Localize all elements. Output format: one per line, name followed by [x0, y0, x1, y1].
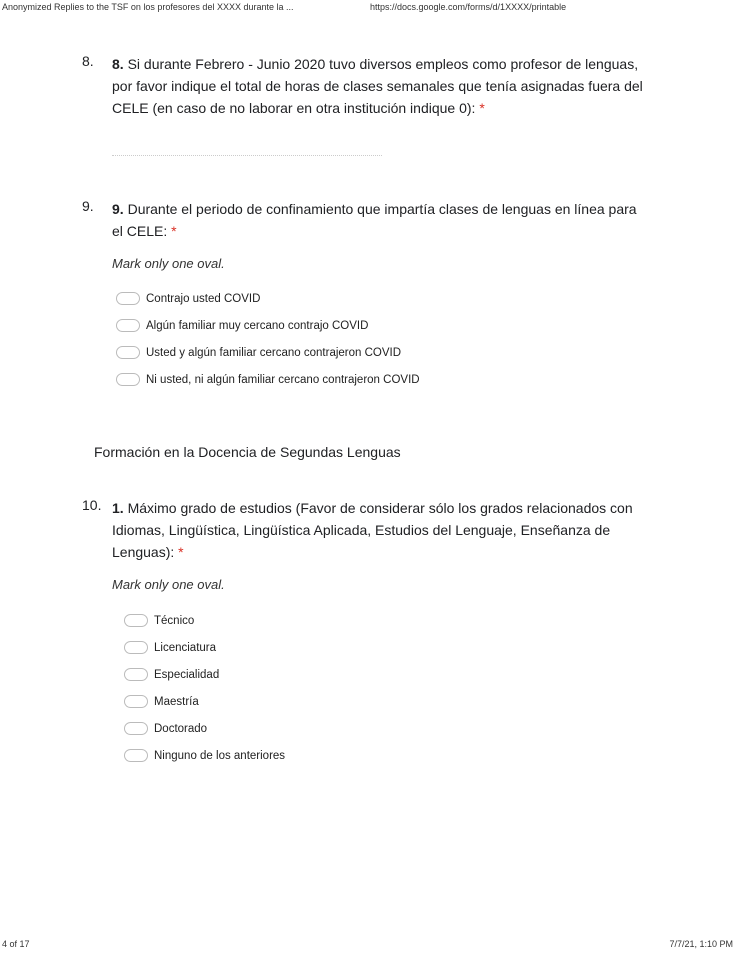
- option[interactable]: [124, 722, 207, 735]
- option[interactable]: [116, 319, 368, 332]
- option[interactable]: [116, 373, 420, 386]
- radio-oval[interactable]: [124, 641, 148, 654]
- required-marker: *: [178, 544, 184, 560]
- print-header-title: Anonymized Replies to the TSF on los profesores del XXXX durante la ...: [2, 2, 294, 12]
- option[interactable]: [124, 749, 285, 762]
- page-number: 4 of 17: [2, 939, 30, 949]
- option-label: Especialidad: [154, 668, 220, 681]
- radio-oval[interactable]: [116, 346, 140, 359]
- option-label: Doctorado: [154, 722, 208, 735]
- radio-oval[interactable]: [124, 749, 148, 762]
- radio-oval[interactable]: [124, 722, 148, 735]
- required-marker: *: [479, 100, 485, 116]
- question-number: 10.: [82, 497, 102, 513]
- option-label: Técnico: [154, 614, 195, 627]
- required-marker: *: [171, 223, 177, 239]
- question-label: 9.: [112, 201, 124, 217]
- option[interactable]: [124, 614, 194, 627]
- question-label: 8.: [112, 56, 124, 72]
- hint: Mark only one oval.: [112, 577, 225, 592]
- question-body: Durante el periodo de confinamiento que impartía clases de lenguas en línea para el CELE:: [112, 201, 637, 239]
- question-number: 8.: [82, 53, 94, 69]
- section-title: Formación en la Docencia de Segundas Lenguas: [94, 444, 401, 460]
- question-number: 9.: [82, 198, 94, 214]
- option[interactable]: [124, 641, 216, 654]
- radio-oval[interactable]: [116, 319, 140, 332]
- option[interactable]: [124, 668, 219, 681]
- option-label: Contrajo usted COVID: [146, 292, 261, 305]
- print-header-url: https://docs.google.com/forms/d/1XXXX/printable: [370, 2, 567, 12]
- answer-line[interactable]: [112, 155, 382, 156]
- hint: Mark only one oval.: [112, 256, 225, 271]
- radio-oval[interactable]: [124, 695, 148, 708]
- option-label: Ni usted, ni algún familiar cercano contrajeron COVID: [146, 373, 420, 386]
- radio-oval[interactable]: [124, 668, 148, 681]
- option-label: Usted y algún familiar cercano contrajeron COVID: [146, 346, 402, 359]
- option[interactable]: [116, 292, 260, 305]
- radio-oval[interactable]: [116, 373, 140, 386]
- question-body: Si durante Febrero - Junio 2020 tuvo diversos empleos como profesor de lenguas, por favor indique el total de horas de clases semanales que tenía asignadas fuera del CELE (en caso de no laborar en otra institución indique 0):: [112, 56, 643, 116]
- question-label: 1.: [112, 500, 124, 516]
- option-label: Algún familiar muy cercano contrajo COVID: [146, 319, 369, 332]
- option[interactable]: [124, 695, 199, 708]
- question-text: [112, 497, 647, 563]
- radio-oval[interactable]: [124, 614, 148, 627]
- option-label: Ninguno de los anteriores: [154, 749, 286, 762]
- option-label: Maestría: [154, 695, 199, 708]
- question-text: [112, 198, 647, 242]
- print-datetime: 7/7/21, 1:10 PM: [669, 939, 733, 949]
- option-label: Licenciatura: [154, 641, 217, 654]
- radio-oval[interactable]: [116, 292, 140, 305]
- option[interactable]: [116, 346, 401, 359]
- question-body: Máximo grado de estudios (Favor de considerar sólo los grados relacionados con Idiomas, Lingüística, Lingüística Aplicada, Estudios del Lenguaje, Enseñanza de Lenguas):: [112, 500, 633, 560]
- question-text: [112, 53, 647, 119]
